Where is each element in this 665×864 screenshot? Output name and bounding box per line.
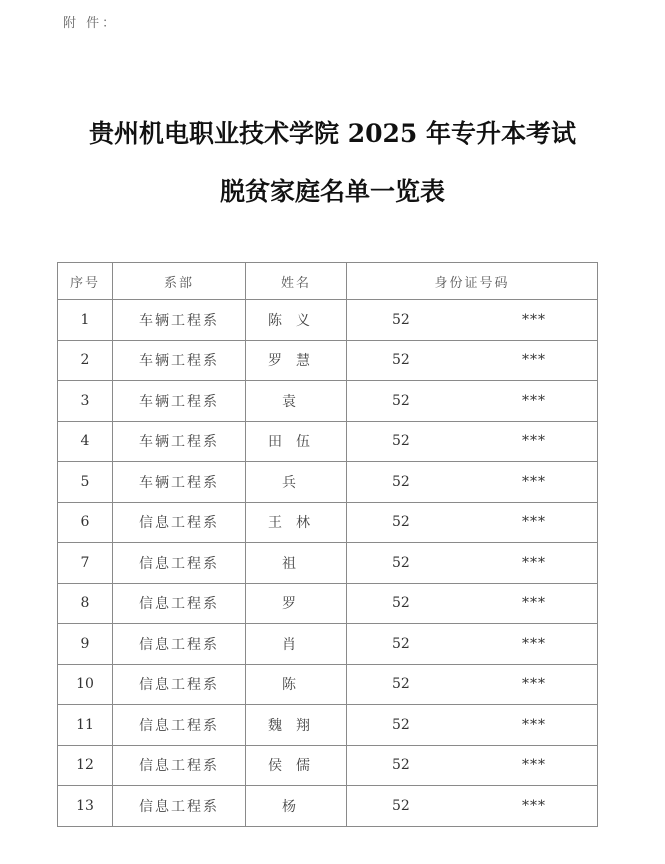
- table-row: [58, 300, 598, 341]
- id-prefix: 52: [392, 595, 410, 612]
- row-dept: 信息工程系: [113, 543, 246, 584]
- table-row: [58, 664, 598, 705]
- row-seq: 12: [58, 745, 113, 786]
- row-id-number: [347, 300, 598, 341]
- row-seq: 2: [58, 340, 113, 381]
- row-name: 魏翔: [246, 705, 347, 746]
- row-id-number: [347, 624, 598, 665]
- row-name: 田伍: [246, 421, 347, 462]
- row-dept: 车辆工程系: [113, 462, 246, 503]
- header-seq: 序号: [58, 263, 113, 300]
- id-masked-suffix: ***: [522, 352, 546, 369]
- row-dept: 信息工程系: [113, 786, 246, 827]
- id-masked-suffix: ***: [522, 392, 546, 409]
- row-id-number: [347, 502, 598, 543]
- row-id-number: [347, 664, 598, 705]
- row-id-number: [347, 421, 598, 462]
- id-prefix: 52: [392, 473, 410, 490]
- id-prefix: 52: [392, 797, 410, 814]
- id-prefix: 52: [392, 392, 410, 409]
- row-seq: 9: [58, 624, 113, 665]
- id-prefix: 52: [392, 676, 410, 693]
- row-name: 陈义: [246, 300, 347, 341]
- row-seq: 4: [58, 421, 113, 462]
- attachment-label: 附 件：: [63, 16, 119, 31]
- row-id-number: [347, 786, 598, 827]
- id-masked-suffix: ***: [522, 311, 546, 328]
- header-dept: 系部: [113, 263, 246, 300]
- row-name: 兵: [246, 462, 347, 503]
- id-masked-suffix: ***: [522, 757, 546, 774]
- document-title-line-2: 脱贫家庭名单一览表: [219, 177, 445, 206]
- row-seq: 13: [58, 786, 113, 827]
- row-dept: 信息工程系: [113, 624, 246, 665]
- row-name: 陈: [246, 664, 347, 705]
- row-dept: 车辆工程系: [113, 300, 246, 341]
- row-seq: 11: [58, 705, 113, 746]
- table-header-row: [58, 263, 598, 300]
- table-row: [58, 705, 598, 746]
- row-name: 罗: [246, 583, 347, 624]
- table-row: [58, 745, 598, 786]
- id-masked-suffix: ***: [522, 635, 546, 652]
- header-name: 姓名: [246, 263, 347, 300]
- row-name: 杨: [246, 786, 347, 827]
- id-masked-suffix: ***: [522, 514, 546, 531]
- id-prefix: 52: [392, 716, 410, 733]
- row-name: 祖: [246, 543, 347, 584]
- row-dept: 信息工程系: [113, 583, 246, 624]
- table-row: [58, 340, 598, 381]
- row-id-number: [347, 583, 598, 624]
- table-row: [58, 502, 598, 543]
- id-masked-suffix: ***: [522, 473, 546, 490]
- row-dept: 车辆工程系: [113, 381, 246, 422]
- id-masked-suffix: ***: [522, 554, 546, 571]
- row-id-number: [347, 340, 598, 381]
- table-row: [58, 421, 598, 462]
- table-body: [58, 300, 598, 827]
- id-prefix: 52: [392, 352, 410, 369]
- table-row: [58, 462, 598, 503]
- row-seq: 5: [58, 462, 113, 503]
- row-seq: 1: [58, 300, 113, 341]
- id-prefix: 52: [392, 311, 410, 328]
- row-dept: 信息工程系: [113, 664, 246, 705]
- table-row: [58, 786, 598, 827]
- table-row: [58, 381, 598, 422]
- table-row: [58, 624, 598, 665]
- table-row: [58, 543, 598, 584]
- document-title-line-1: 贵州机电职业技术学院 2025 年专升本考试: [89, 119, 576, 148]
- row-seq: 7: [58, 543, 113, 584]
- row-name: 肖: [246, 624, 347, 665]
- id-prefix: 52: [392, 757, 410, 774]
- row-seq: 3: [58, 381, 113, 422]
- id-masked-suffix: ***: [522, 676, 546, 693]
- row-name: 袁: [246, 381, 347, 422]
- row-name: 罗慧: [246, 340, 347, 381]
- roster-table: [57, 262, 598, 827]
- row-seq: 8: [58, 583, 113, 624]
- row-seq: 6: [58, 502, 113, 543]
- row-id-number: [347, 462, 598, 503]
- id-prefix: 52: [392, 514, 410, 531]
- row-dept: 信息工程系: [113, 705, 246, 746]
- table-row: [58, 583, 598, 624]
- row-dept: 信息工程系: [113, 502, 246, 543]
- row-id-number: [347, 745, 598, 786]
- row-name: 侯儒: [246, 745, 347, 786]
- id-masked-suffix: ***: [522, 797, 546, 814]
- id-masked-suffix: ***: [522, 716, 546, 733]
- id-prefix: 52: [392, 554, 410, 571]
- id-prefix: 52: [392, 433, 410, 450]
- id-prefix: 52: [392, 635, 410, 652]
- id-masked-suffix: ***: [522, 595, 546, 612]
- row-dept: 车辆工程系: [113, 340, 246, 381]
- row-id-number: [347, 381, 598, 422]
- row-seq: 10: [58, 664, 113, 705]
- row-dept: 车辆工程系: [113, 421, 246, 462]
- id-masked-suffix: ***: [522, 433, 546, 450]
- row-name: 王林: [246, 502, 347, 543]
- row-dept: 信息工程系: [113, 745, 246, 786]
- row-id-number: [347, 543, 598, 584]
- row-id-number: [347, 705, 598, 746]
- header-id-number: 身份证号码: [347, 263, 598, 300]
